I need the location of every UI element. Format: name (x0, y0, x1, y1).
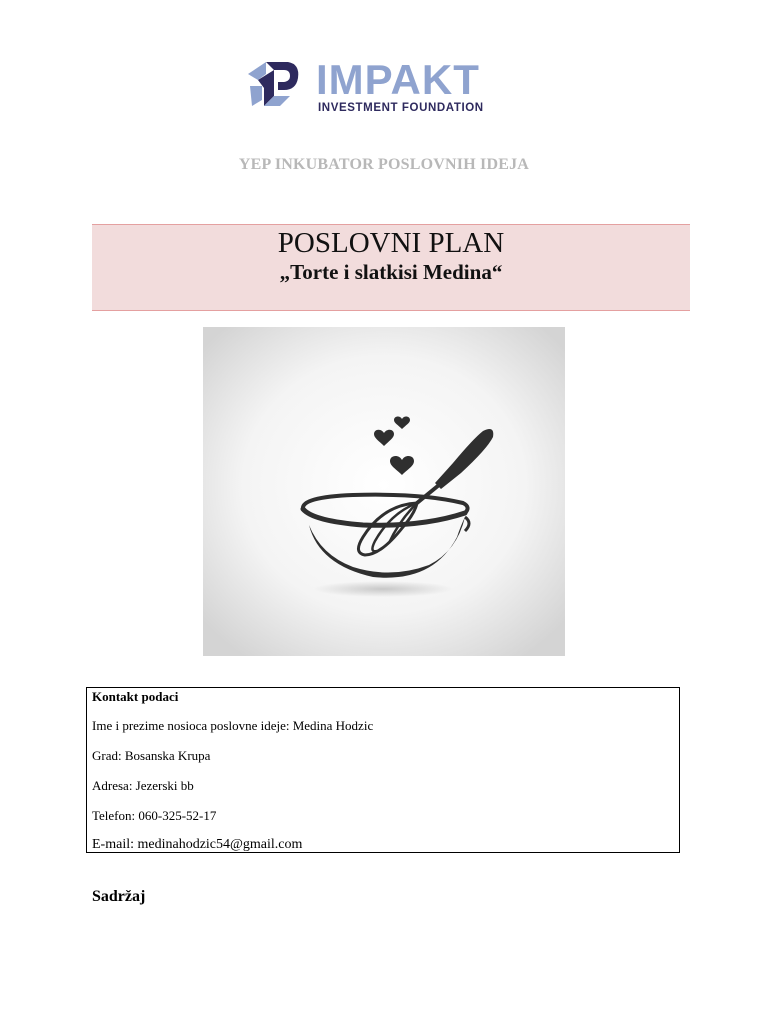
incubator-title: YEP INKUBATOR POSLOVNIH IDEJA (238, 156, 530, 173)
contact-name: Ime i prezime nosioca poslovne ideje: Medina Hodzic (92, 718, 374, 733)
whisk-bowl-hearts-icon (203, 327, 565, 656)
title-banner (92, 224, 690, 311)
impakt-logo (244, 56, 496, 116)
contact-phone: Telefon: 060-325-52-17 (92, 808, 217, 823)
impakt-mark-icon (248, 62, 298, 106)
logo-wordmark: IMPAKT (316, 56, 480, 103)
contact-address: Adresa: Jezerski bb (92, 778, 194, 793)
logo-subtext: INVESTMENT FOUNDATION (318, 102, 484, 114)
contact-details-box (86, 687, 680, 853)
contact-heading: Kontakt podaci (92, 689, 179, 704)
contents-heading: Sadržaj (92, 888, 146, 905)
document-subtitle: „Torte i slatkisi Medina“ (279, 260, 503, 284)
document-title: POSLOVNI PLAN (277, 227, 505, 259)
contact-city: Grad: Bosanska Krupa (92, 748, 211, 763)
contact-email[interactable]: E-mail: medinahodzic54@gmail.com (92, 837, 303, 852)
